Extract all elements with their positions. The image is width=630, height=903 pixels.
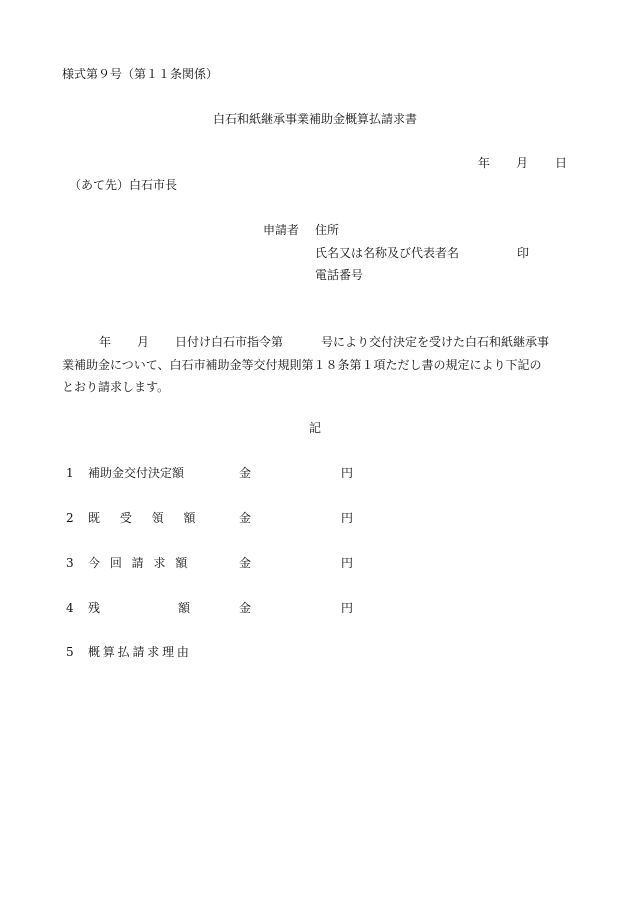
addressee: （あて先）白石市長 bbox=[69, 178, 178, 192]
item-4-label-end: 額 bbox=[178, 601, 191, 615]
date-day: 日 bbox=[555, 156, 568, 170]
form-number: 様式第９号（第１１条関係） bbox=[62, 67, 219, 81]
item-1-label: 補助金交付決定額 bbox=[88, 466, 185, 480]
item-2-yen: 円 bbox=[341, 511, 354, 525]
body-year: 年 bbox=[99, 335, 112, 349]
applicant-phone-label: 電話番号 bbox=[315, 268, 364, 282]
date-year: 年 bbox=[478, 156, 491, 170]
body-line-3: とおり請求します。 bbox=[62, 380, 170, 394]
applicant-label: 申請者 bbox=[263, 223, 300, 237]
body-month: 月 bbox=[137, 335, 150, 349]
ki-heading: 記 bbox=[308, 421, 321, 435]
item-5-label: 概 算 払 請 求 理 由 bbox=[88, 645, 189, 659]
date-month: 月 bbox=[516, 156, 529, 170]
applicant-address-label: 住所 bbox=[315, 223, 340, 237]
request-body bbox=[62, 331, 580, 399]
item-3-kin: 金 bbox=[239, 556, 252, 570]
item-1-number: 1 bbox=[66, 466, 74, 480]
item-3-number: 3 bbox=[66, 556, 74, 570]
item-4-number: 4 bbox=[66, 601, 74, 615]
applicant-seal: 印 bbox=[517, 246, 530, 260]
body-prefix: 日付け白石市指令第 bbox=[175, 335, 284, 349]
item-3-label: 今 回 請 求 額 bbox=[88, 556, 188, 570]
item-4-yen: 円 bbox=[341, 601, 354, 615]
applicant-name-label: 氏名又は名称及び代表者名 bbox=[315, 246, 460, 260]
item-4-label: 残 bbox=[88, 601, 101, 615]
page-title: 白石和紙継承事業補助金概算払請求書 bbox=[212, 112, 417, 126]
item-3-yen: 円 bbox=[341, 556, 354, 570]
item-2-number: 2 bbox=[66, 511, 74, 525]
body-suffix: 号により交付決定を受けた白石和紙継承事 bbox=[321, 335, 550, 349]
item-4-kin: 金 bbox=[239, 601, 252, 615]
item-2-label: 既 受 領 額 bbox=[88, 511, 196, 525]
body-line-2: 業補助金について、白石市補助金等交付規則第１８条第１項ただし書の規定により下記の bbox=[62, 357, 542, 372]
item-1-kin: 金 bbox=[239, 466, 252, 480]
item-5-number: 5 bbox=[66, 645, 74, 659]
item-2-kin: 金 bbox=[239, 511, 252, 525]
item-1-yen: 円 bbox=[341, 466, 354, 480]
body-line-1 bbox=[62, 331, 580, 354]
